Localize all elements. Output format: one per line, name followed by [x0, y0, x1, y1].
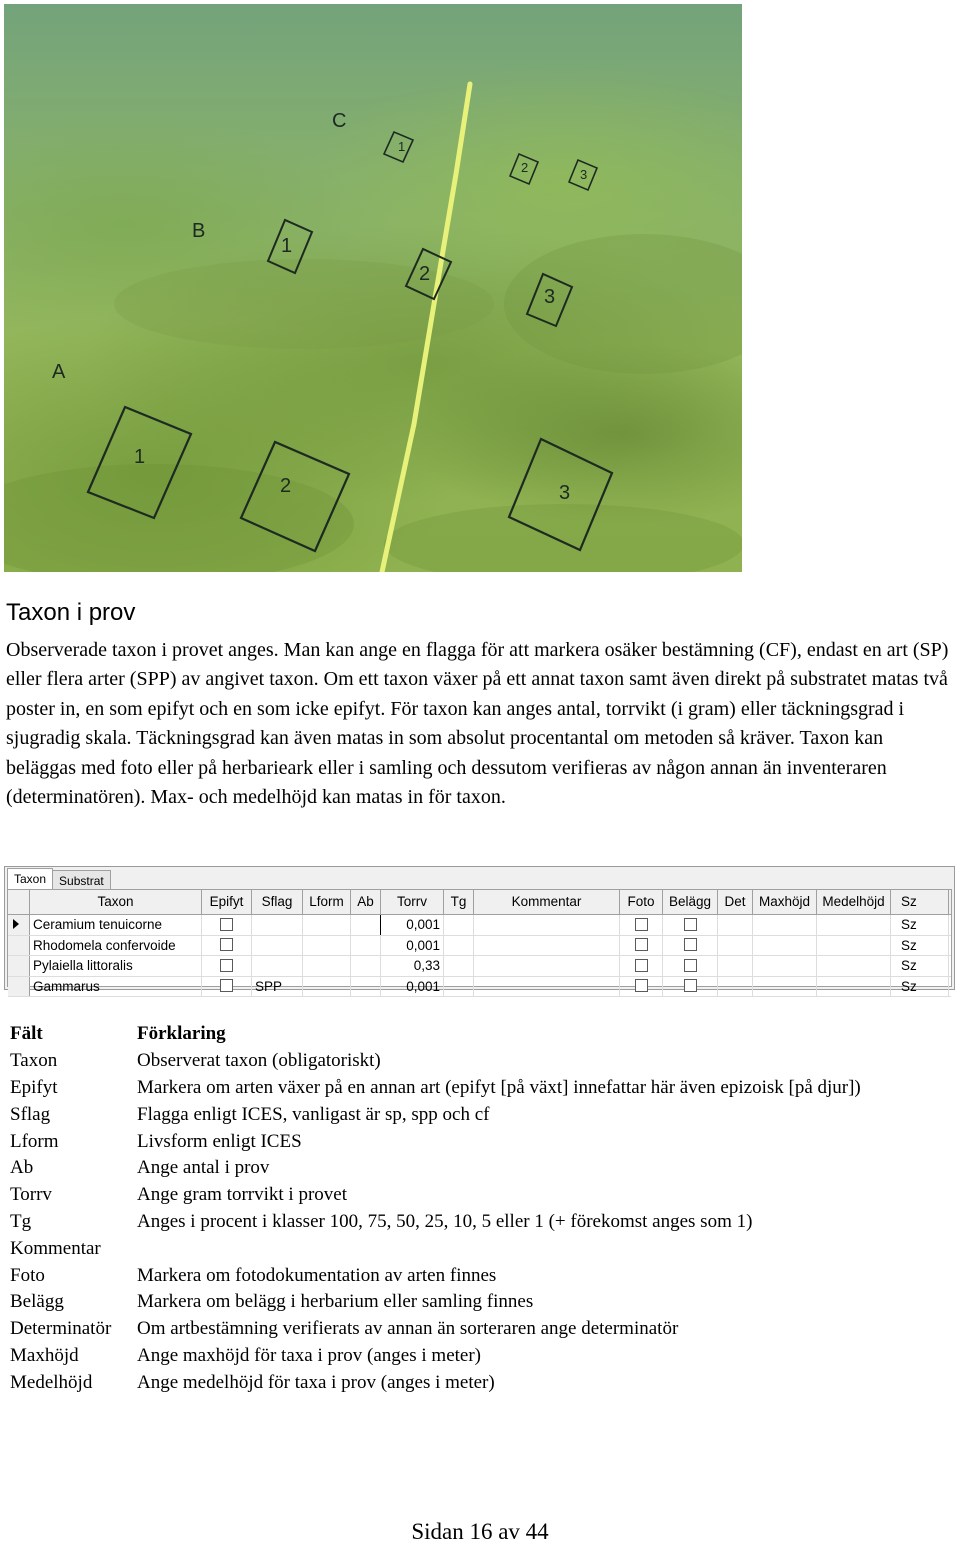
- cell-taxon[interactable]: Rhodomela confervoide: [30, 936, 202, 956]
- cell-taxon[interactable]: Gammarus: [30, 977, 202, 997]
- cell-tg[interactable]: [444, 977, 474, 997]
- cell-foto[interactable]: [620, 977, 663, 997]
- col-header-foto[interactable]: Foto: [620, 890, 663, 914]
- explanation-header: Förklaring: [137, 1023, 226, 1045]
- cell-tg[interactable]: [444, 956, 474, 976]
- field-explanation: Ange antal i prov: [137, 1157, 270, 1179]
- field-row: [10, 1128, 861, 1155]
- label-row-b: B: [192, 220, 206, 242]
- cell-kommentar[interactable]: [474, 977, 620, 997]
- field-row: [10, 1155, 861, 1182]
- row-indicator[interactable]: [8, 956, 30, 976]
- current-row-arrow-icon: [13, 919, 19, 929]
- belagg-checkbox[interactable]: [684, 938, 697, 951]
- label-frame-a1: 1: [134, 446, 146, 468]
- field-explanation: Livsform enligt ICES: [137, 1130, 302, 1152]
- cell-maxhojd[interactable]: [753, 915, 817, 935]
- table-row[interactable]: [8, 915, 951, 936]
- cell-lform[interactable]: [303, 977, 351, 997]
- cell-ab[interactable]: [351, 915, 381, 935]
- col-header-maxhojd[interactable]: Maxhöjd: [753, 890, 817, 914]
- label-frame-b1: 1: [281, 235, 293, 257]
- col-header-det[interactable]: Det: [718, 890, 753, 914]
- taxon-grid-window: [4, 866, 955, 994]
- tab-substrat[interactable]: Substrat: [52, 870, 111, 891]
- foto-checkbox[interactable]: [635, 979, 648, 992]
- cell-sflag[interactable]: SPP: [252, 977, 303, 997]
- field-name: Medelhöjd: [10, 1371, 93, 1393]
- cell-foto[interactable]: [620, 915, 663, 935]
- col-header-medelhojd[interactable]: Medelhöjd: [817, 890, 891, 914]
- epifyt-checkbox[interactable]: [220, 938, 233, 951]
- label-frame-b3: 3: [544, 286, 556, 308]
- cell-det[interactable]: [718, 936, 753, 956]
- cell-medelhojd[interactable]: [817, 936, 891, 956]
- field-explanation: Ange maxhöjd för taxa i prov (anges i meter): [137, 1344, 481, 1366]
- cell-det[interactable]: [718, 956, 753, 976]
- field-row: [10, 1075, 861, 1102]
- cell-epifyt[interactable]: [202, 956, 252, 976]
- field-name: Torrv: [10, 1184, 52, 1206]
- cell-epifyt[interactable]: [202, 915, 252, 935]
- cell-det[interactable]: [718, 915, 753, 935]
- field-row: [10, 1209, 861, 1236]
- cell-taxon[interactable]: Pylaiella littoralis: [30, 956, 202, 976]
- epifyt-checkbox[interactable]: [220, 918, 233, 931]
- field-row: [10, 1289, 861, 1316]
- field-explanation-table: [10, 1021, 861, 1396]
- field-row: [10, 1182, 861, 1209]
- cell-lform[interactable]: [303, 915, 351, 935]
- intro-paragraph: Observerade taxon i provet anges. Man kan ange en flagga för att markera osäker bestämning (CF), endast en art (SP) eller flera arter (SPP) av angivet taxon. Om ett taxon växer på ett annat taxon samt även direkt på substratet matas två poster in, en som epifyt och en som icke epifyt. För taxon kan anges antal, torrvikt (i gram) eller täckningsgrad i sjugradig skala. Täckningsgrad kan även matas in som absolut procentantal om metoden så kräver. Taxon kan beläggas med foto eller på herbarieark eller i samling och dessutom verifieras av någon annan än inventeraren (determinatören). Max- och medelhöjd kan matas in för taxon.: [6, 639, 949, 809]
- cell-belagg[interactable]: [663, 977, 718, 997]
- field-header: Fält: [10, 1023, 43, 1045]
- label-row-a: A: [52, 361, 66, 383]
- row-indicator[interactable]: [8, 977, 30, 997]
- field-table-header: [10, 1021, 861, 1048]
- field-name: Taxon: [10, 1050, 58, 1072]
- cell-epifyt[interactable]: [202, 977, 252, 997]
- cell-sflag[interactable]: [252, 936, 303, 956]
- table-row[interactable]: [8, 956, 951, 977]
- table-row[interactable]: [8, 936, 951, 957]
- col-header-epifyt[interactable]: Epifyt: [202, 890, 252, 914]
- cell-belagg[interactable]: [663, 936, 718, 956]
- col-header-sz[interactable]: Sz: [891, 890, 949, 914]
- belagg-checkbox[interactable]: [684, 918, 697, 931]
- field-explanation: Anges i procent i klasser 100, 75, 50, 25, 10, 5 eller 1 (+ förekomst anges som 1): [137, 1210, 753, 1232]
- tab-taxon[interactable]: Taxon: [7, 868, 53, 891]
- field-name: Ab: [10, 1157, 34, 1179]
- section-heading: Taxon i prov: [6, 599, 136, 626]
- field-name: Foto: [10, 1264, 45, 1286]
- field-name: Kommentar: [10, 1237, 101, 1259]
- cell-det[interactable]: [718, 977, 753, 997]
- grid-header-row: [8, 890, 951, 915]
- field-row: [10, 1048, 861, 1075]
- col-header-belagg[interactable]: Belägg: [663, 890, 718, 914]
- field-row: [10, 1262, 861, 1289]
- cell-tg[interactable]: [444, 915, 474, 935]
- table-row[interactable]: [8, 977, 951, 998]
- cell-sflag[interactable]: [252, 956, 303, 976]
- cell-taxon[interactable]: Ceramium tenuicorne: [30, 915, 202, 935]
- foto-checkbox[interactable]: [635, 938, 648, 951]
- field-row: [10, 1235, 861, 1262]
- cell-lform[interactable]: [303, 956, 351, 976]
- foto-checkbox[interactable]: [635, 959, 648, 972]
- foto-checkbox[interactable]: [635, 918, 648, 931]
- cell-torrv[interactable]: 0,001: [381, 977, 444, 997]
- label-frame-a2: 2: [280, 475, 292, 497]
- col-header-taxon[interactable]: Taxon: [30, 890, 202, 914]
- field-name: Determinatör: [10, 1318, 112, 1340]
- label-row-c: C: [332, 110, 347, 132]
- cell-epifyt[interactable]: [202, 936, 252, 956]
- cell-sz[interactable]: Sz: [891, 977, 949, 997]
- field-name: Belägg: [10, 1291, 64, 1313]
- label-frame-a3: 3: [559, 482, 571, 504]
- epifyt-checkbox[interactable]: [220, 959, 233, 972]
- cell-belagg[interactable]: [663, 915, 718, 935]
- row-indicator[interactable]: [8, 936, 30, 956]
- cell-ab[interactable]: [351, 977, 381, 997]
- algae-patch: [384, 504, 742, 572]
- taxon-grid: [7, 889, 952, 994]
- cell-belagg[interactable]: [663, 956, 718, 976]
- row-indicator[interactable]: [8, 915, 30, 935]
- field-name: Epifyt: [10, 1076, 58, 1098]
- field-explanation: Ange medelhöjd för taxa i prov (anges i meter): [137, 1371, 495, 1393]
- cell-torrv[interactable]: 0,001: [381, 915, 444, 935]
- label-frame-c2: 2: [521, 160, 529, 175]
- field-explanation: Markera om belägg i herbarium eller samling finnes: [137, 1291, 534, 1313]
- field-explanation: Markera om fotodokumentation av arten finnes: [137, 1264, 497, 1286]
- field-explanation: Observerat taxon (obligatoriskt): [137, 1050, 381, 1072]
- cell-medelhojd[interactable]: [817, 977, 891, 997]
- field-explanation: Ange gram torrvikt i provet: [137, 1184, 348, 1206]
- cell-sz[interactable]: Sz: [891, 915, 949, 935]
- row-indicator-header: [8, 890, 30, 914]
- col-header-ab[interactable]: Ab: [351, 890, 381, 914]
- cell-torrv[interactable]: 0,001: [381, 936, 444, 956]
- field-explanation: [137, 1235, 861, 1262]
- field-row: [10, 1343, 861, 1370]
- cell-medelhojd[interactable]: [817, 956, 891, 976]
- cell-kommentar[interactable]: [474, 956, 620, 976]
- underwater-transect-photo: [4, 4, 742, 572]
- col-header-lform[interactable]: Lform: [303, 890, 351, 914]
- col-header-tg[interactable]: Tg: [444, 890, 474, 914]
- cell-torrv[interactable]: 0,33: [381, 956, 444, 976]
- algae-patch: [504, 234, 742, 374]
- cell-ab[interactable]: [351, 956, 381, 976]
- page-number: Sidan 16 av 44: [411, 1519, 549, 1544]
- grid-tabs: [7, 870, 110, 890]
- cell-medelhojd[interactable]: [817, 915, 891, 935]
- cell-maxhojd[interactable]: [753, 956, 817, 976]
- cell-foto[interactable]: [620, 936, 663, 956]
- label-frame-b2: 2: [419, 263, 431, 285]
- belagg-checkbox[interactable]: [684, 959, 697, 972]
- field-name: Lform: [10, 1130, 59, 1152]
- cell-kommentar[interactable]: [474, 915, 620, 935]
- cell-sflag[interactable]: [252, 915, 303, 935]
- epifyt-checkbox[interactable]: [220, 979, 233, 992]
- field-row: [10, 1316, 861, 1343]
- cell-foto[interactable]: [620, 956, 663, 976]
- cell-tg[interactable]: [444, 936, 474, 956]
- cell-ab[interactable]: [351, 936, 381, 956]
- cell-maxhojd[interactable]: [753, 977, 817, 997]
- belagg-checkbox[interactable]: [684, 979, 697, 992]
- col-header-sflag[interactable]: Sflag: [252, 890, 303, 914]
- cell-sz[interactable]: Sz: [891, 956, 949, 976]
- field-name: Tg: [10, 1210, 32, 1232]
- label-frame-c3: 3: [580, 167, 588, 182]
- field-row: [10, 1369, 861, 1396]
- field-explanation: Om artbestämning verifierats av annan än sorteraren ange determinatör: [137, 1318, 679, 1340]
- field-explanation: Flagga enligt ICES, vanligast är sp, spp och cf: [137, 1103, 490, 1125]
- cell-sz[interactable]: Sz: [891, 936, 949, 956]
- label-frame-c1: 1: [398, 139, 406, 154]
- col-header-kommentar[interactable]: Kommentar: [474, 890, 620, 914]
- field-explanation: Markera om arten växer på en annan art (epifyt [på växt] innefattar här även epizoisk [på djur]): [137, 1076, 861, 1098]
- algae-patch: [4, 464, 354, 572]
- cell-kommentar[interactable]: [474, 936, 620, 956]
- cell-maxhojd[interactable]: [753, 936, 817, 956]
- col-header-torrv[interactable]: Torrv: [381, 890, 444, 914]
- field-name: Sflag: [10, 1103, 51, 1125]
- field-row: [10, 1101, 861, 1128]
- transect-frames-drawing: [4, 4, 742, 572]
- field-name: Maxhöjd: [10, 1344, 79, 1366]
- cell-lform[interactable]: [303, 936, 351, 956]
